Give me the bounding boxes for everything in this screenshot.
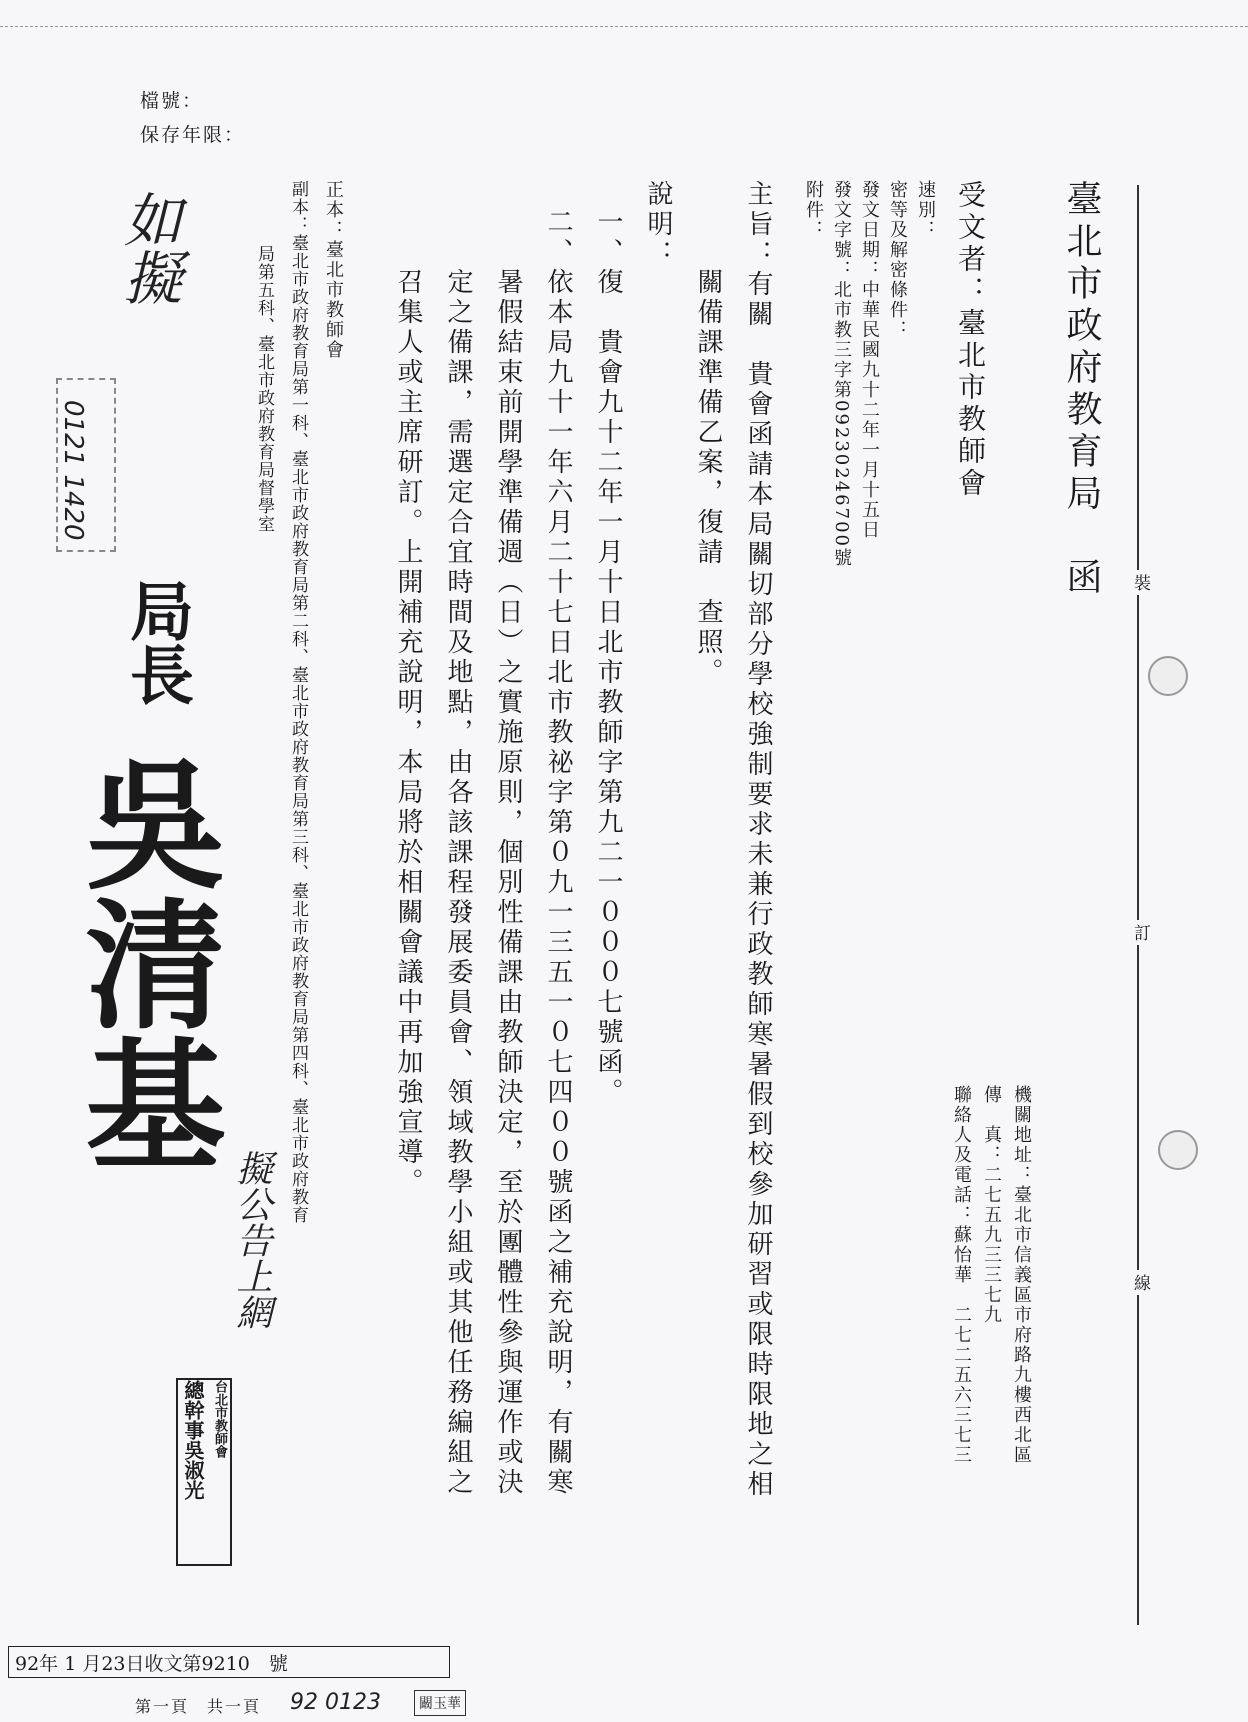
union-stamp-org: 台北市教師會	[212, 1380, 227, 1458]
receipt-text: 92年 1 月23日收文第9210 號	[15, 1652, 288, 1675]
explanation-item-2-line-2: 暑假結束前開學準備週（日）之實施原則，個別性備課由教師決定，至於團體性參與運作或決	[493, 268, 523, 1498]
binding-mark-ding: 訂	[1128, 920, 1153, 945]
director-signature	[62, 752, 226, 1176]
union-stamp-title: 總幹事	[181, 1380, 205, 1440]
binding-mark-zhuang: 裝	[1128, 570, 1153, 595]
subject-line-2: 關備課準備乙案，復請 查照。	[693, 268, 723, 688]
agency-address: 機關地址：臺北市信義區市府路九樓西北區	[1011, 1085, 1032, 1465]
union-stamp-person: 吳淑光	[181, 1440, 205, 1500]
handwritten-stamp-digits: 0121 1420	[58, 400, 88, 541]
issue-date: 發文日期：中華民國九十二年一月十五日	[859, 180, 880, 540]
recipient: 受文者：臺北市教師會	[954, 180, 987, 500]
union-stamp-title-name	[179, 1380, 208, 1564]
original-recipient: 正本：臺北市教師會	[323, 180, 344, 360]
director-title	[110, 578, 202, 710]
binding-mark-xian: 線	[1128, 1270, 1153, 1295]
document-number: 發文字號：北市教三字第09230246700號	[831, 180, 852, 568]
explanation-item-2-line-4: 召集人或主席研訂。上開補充說明，本局將於相關會議中再加強宣導。	[393, 268, 423, 1198]
speed-field: 速別：	[915, 180, 936, 240]
file-number-label: 檔號：	[140, 90, 204, 112]
union-official-stamp	[176, 1378, 232, 1566]
explanation-item-1: 一、復 貴會九十二年一月十日北市教師字第九二一０００七號函。	[593, 208, 623, 1108]
director-signature-name: 吳清基	[62, 752, 226, 1172]
document-title: 臺北市政府教育局 函	[1061, 180, 1102, 600]
explanation-item-2-line-3: 定之備課，需選定合宜時間及地點，由各該課程發展委員會、領域教學小組或其他任務編組之	[443, 268, 473, 1498]
handwritten-footer-code: 92 0123	[290, 1690, 381, 1715]
handwritten-web-note: 擬公告上網	[231, 1150, 272, 1330]
fax-number: 傳 真：二七五九三三七九	[981, 1085, 1002, 1325]
copy-recipients-line-2: 局第五科、臺北市政府教育局督學室	[254, 245, 274, 533]
security-field: 密等及解密條件：	[887, 180, 908, 340]
page-indicator: 第一頁 共一頁	[135, 1697, 262, 1716]
director-title-text: 局長	[119, 578, 194, 706]
binding-line	[1137, 185, 1139, 1625]
attachment-field: 附件：	[803, 180, 824, 240]
binding-hole-bottom	[1158, 1130, 1198, 1170]
page-top-edge	[0, 26, 1248, 27]
contact-person-phone: 聯絡人及電話：蘇怡華 二七二五六三七三	[951, 1085, 972, 1465]
subject-line-1: 主旨：有關 貴會函請本局關切部分學校強制要求未兼行政教師寒暑假到校參加研習或限時限地之相	[743, 180, 773, 1500]
copy-recipients-line-1: 副本：臺北市政府教育局第一科、臺北市政府教育局第二科、臺北市政府教育局第三科、臺北市政府教育局第四科、臺北市政府教育	[288, 180, 308, 1224]
retention-period-label: 保存年限：	[140, 124, 246, 146]
binding-hole-top	[1148, 656, 1188, 696]
receipt-record-box	[8, 1646, 450, 1678]
explanation-item-2-line-1: 二、依本局九十一年六月二十七日北市教祕字第０九一三五一０七四００號函之補充說明，有關寒	[543, 208, 573, 1498]
personal-seal: 闞玉華	[414, 1690, 466, 1716]
handwritten-approval-note: 如擬	[114, 190, 182, 306]
explanation-label: 說明：	[643, 180, 673, 270]
